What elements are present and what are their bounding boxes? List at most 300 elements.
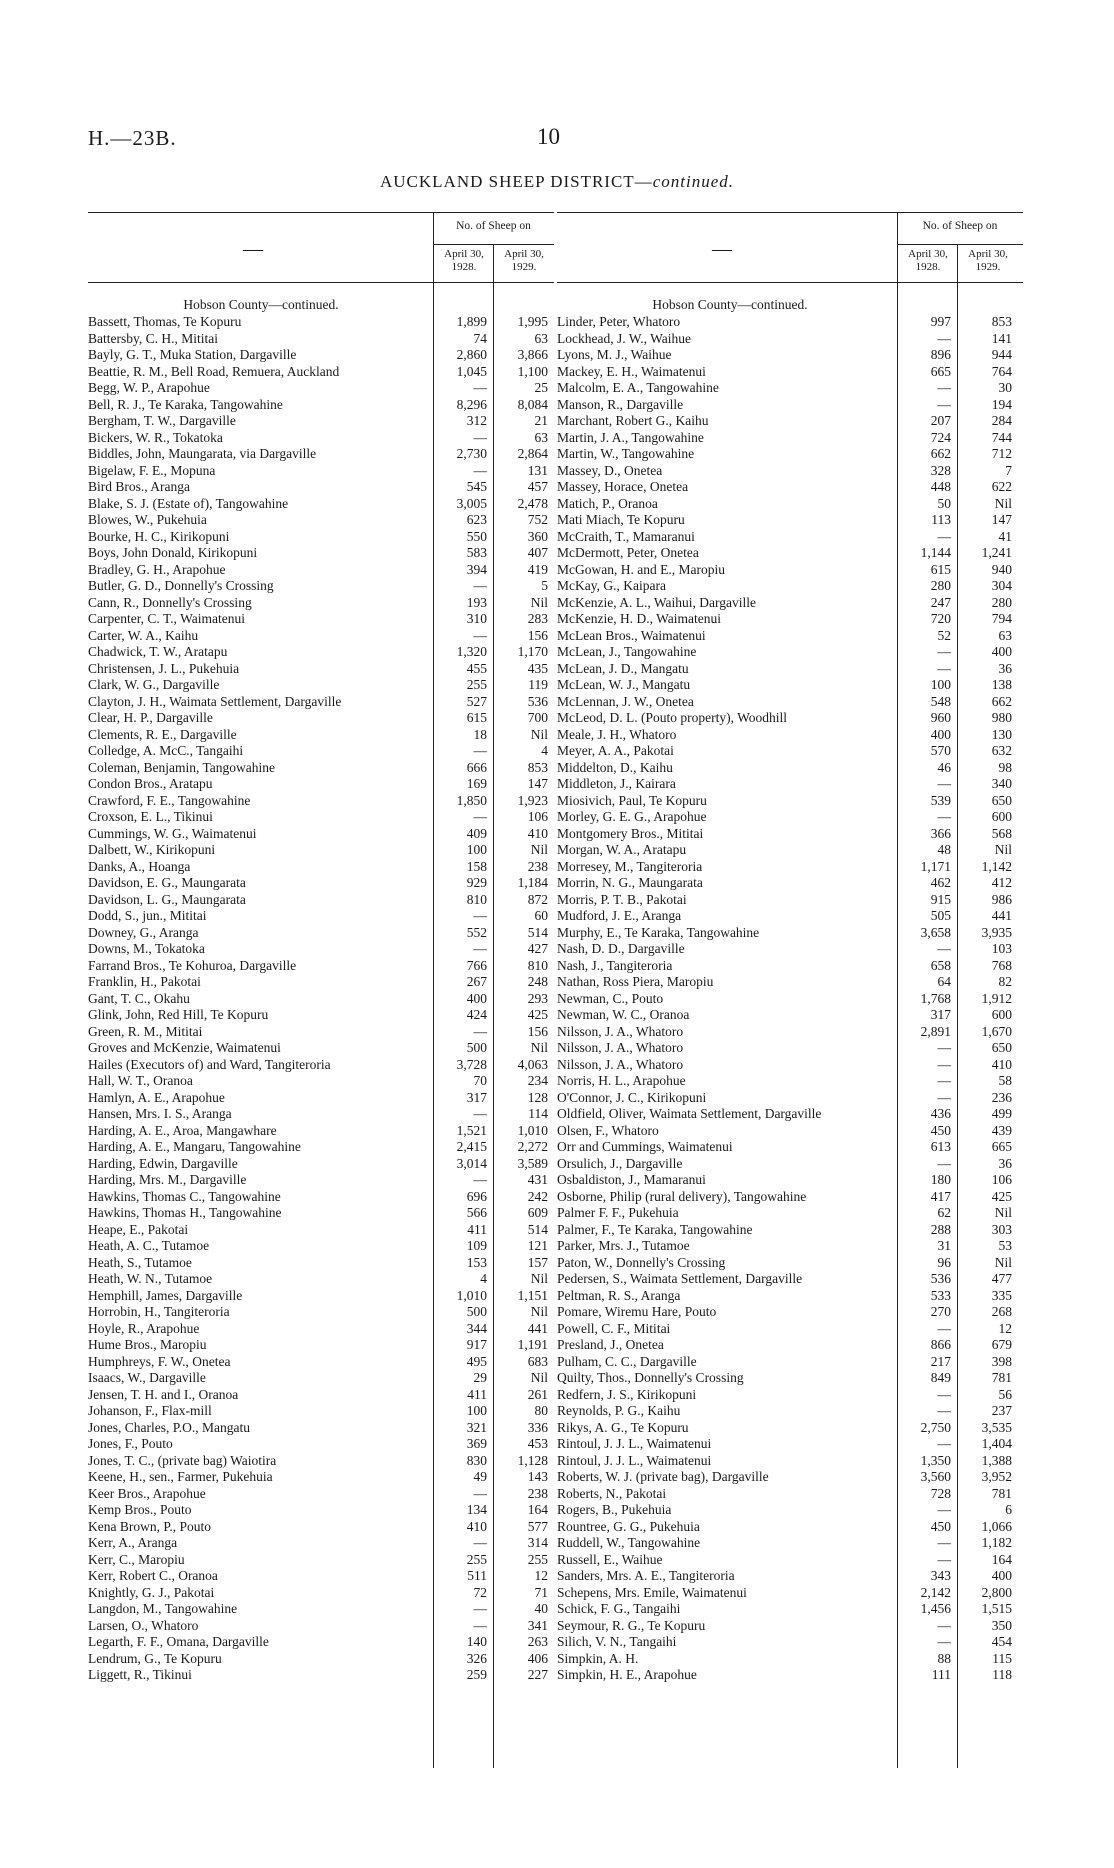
owner-name: Ruddell, W., Tangowahine [557,1535,701,1550]
section-heading: Hobson County—continued. [652,297,808,312]
owner-name: Horrobin, H., Tangiteroria [88,1304,230,1319]
sheep-1928: — [937,1617,951,1633]
sheep-1928: — [473,627,487,643]
table-row [88,842,554,859]
table-row [557,661,1023,678]
sheep-1929: 1,010 [517,1122,548,1138]
table-row [88,1139,554,1156]
sheep-1929: 4 [541,743,548,758]
sheep-1929: 336 [527,1419,548,1435]
sheep-1928: 462 [930,875,951,890]
sheep-1929: 63 [534,330,548,346]
owner-name: Massey, Horace, Onetea [557,479,689,494]
owner-name: Begg, W. P., Arapohue [88,380,210,395]
sheep-1929: 30 [998,380,1012,395]
sheep-1929: 944 [991,347,1012,362]
owner-name: Hall, W. T., Oranoa [88,1073,193,1088]
sheep-1928: — [937,1403,951,1418]
table-row [88,1106,554,1123]
table-row [88,1403,554,1420]
sheep-1929: 425 [991,1188,1012,1204]
sheep-1928: 2,750 [920,1419,951,1435]
sheep-1929: 2,800 [981,1584,1012,1600]
sheep-1929: Nil [994,1254,1012,1270]
table-row [557,1651,1023,1668]
owner-name: Montgomery Bros., Mititai [557,825,704,841]
sheep-1929: 764 [991,363,1012,379]
owner-name: Johanson, F., Flax-mill [88,1403,212,1418]
sheep-1928: — [937,1634,951,1649]
sheep-1928: 158 [466,858,487,874]
table-row [557,677,1023,694]
sheep-1929: 940 [991,561,1012,577]
column-dash: — [712,238,732,260]
sheep-1929: 238 [527,858,548,874]
owner-name: Gant, T. C., Okahu [88,990,190,1006]
table-row [557,1502,1023,1519]
sheep-1928: 18 [473,726,487,742]
owner-name: Silich, V. N., Tangaihi [557,1634,677,1649]
table-row [88,1123,554,1140]
owner-name: McDermott, Peter, Onetea [557,545,699,560]
sheep-1929: 36 [998,1155,1012,1171]
sheep-1929: Nil [994,495,1012,511]
table-row [557,875,1023,892]
sheep-1928: 448 [930,479,951,494]
owner-name: Hansen, Mrs. I. S., Aranga [88,1106,232,1121]
sheep-1929: 514 [527,924,548,940]
page-number: 10 [537,124,560,149]
sheep-1929: 1,241 [981,545,1012,560]
sheep-1928: — [937,396,951,412]
owner-name: Seymour, R. G., Te Kopuru [557,1617,706,1633]
table-row [557,1255,1023,1272]
sheep-1928: 52 [937,627,951,643]
owner-name: Keene, H., sen., Farmer, Pukehuia [88,1469,273,1484]
owner-name: Chadwick, T. W., Aratapu [88,644,228,659]
sheep-1929: 56 [998,1386,1012,1402]
owner-name: Larsen, O., Whatoro [88,1617,199,1633]
sheep-1928: 511 [467,1568,487,1583]
table-row [557,463,1023,480]
owner-name: Simpkin, H. E., Arapohue [557,1667,697,1682]
table-row [557,1387,1023,1404]
sheep-1929: 1,142 [981,858,1012,874]
owner-name: Green, R. M., Mititai [88,1023,203,1039]
table-row [88,1024,554,1041]
right-rows [557,296,1023,1684]
sheep-1928: 1,144 [920,545,951,560]
sheep-1929: 63 [534,429,548,445]
sheep-1929: 794 [991,611,1012,626]
table-row [88,892,554,909]
owner-name: Jones, F., Pouto [88,1436,173,1451]
owner-name: Jones, Charles, P.O., Mangatu [88,1419,250,1435]
sheep-1928: 1,768 [920,990,951,1006]
table-row [88,1255,554,1272]
owner-name: Manson, R., Dargaville [557,396,684,412]
owner-name: Keer Bros., Arapohue [88,1485,206,1501]
sheep-1929: 6 [1005,1502,1012,1517]
sheep-1929: 600 [991,1007,1012,1022]
table-row [88,1189,554,1206]
sheep-1929: 53 [998,1238,1012,1253]
sheep-1928: 255 [466,1551,487,1567]
owner-name: Marchant, Robert G., Kaihu [557,413,709,428]
owner-name: Boys, John Donald, Kirikopuni [88,545,258,560]
table-row [88,1205,554,1222]
owner-name: McLeod, D. L. (Pouto property), Woodhill [557,710,788,725]
owner-name: Jones, T. C., (private bag) Waiotira [88,1452,277,1468]
table-row [557,776,1023,793]
owner-name: Crawford, F. E., Tangowahine [88,792,251,808]
owner-name: Schepens, Mrs. Emile, Waimatenui [557,1584,747,1600]
sheep-1928: 88 [937,1650,951,1666]
sheep-1928: 1,521 [456,1122,487,1138]
sheep-1929: 410 [991,1056,1012,1072]
owner-name: Murphy, E., Te Karaka, Tangowahine [557,924,760,940]
sheep-1929: 236 [991,1089,1012,1105]
owner-name: Olsen, F., Whatoro [557,1122,659,1138]
table-row [88,1090,554,1107]
sheep-1929: 744 [991,429,1012,445]
owner-name: Schick, F. G., Tangaihi [557,1601,681,1616]
table-row [557,1288,1023,1305]
table-row [88,545,554,562]
table-row [557,1618,1023,1635]
sheep-1929: 284 [991,413,1012,428]
table-row [557,1304,1023,1321]
sheep-1928: 3,728 [456,1056,487,1072]
owner-name: Newman, C., Pouto [557,990,664,1006]
owner-name: Parker, Mrs. J., Tutamoe [557,1238,690,1253]
owner-name: Glink, John, Red Hill, Te Kopuru [88,1007,269,1022]
sheep-1928: 310 [466,611,487,626]
sheep-1928: 997 [930,314,951,329]
table-row [88,1370,554,1387]
sheep-1928: — [937,1436,951,1451]
owner-name: Hawkins, Thomas C., Tangowahine [88,1188,281,1204]
sheep-1928: — [937,1073,951,1088]
owner-name: Groves and McKenzie, Waimatenui [88,1040,281,1055]
sheep-1928: 550 [466,528,487,544]
sheep-1929: 568 [991,825,1012,841]
owner-name: Osbaldiston, J., Mamaranui [557,1172,706,1187]
sheep-1928: 1,171 [920,858,951,874]
table-row [557,941,1023,958]
sheep-1929: 263 [527,1634,548,1649]
table-row [88,1040,554,1057]
sheep-1928: — [937,528,951,544]
sheep-1928: 1,456 [920,1601,951,1616]
table-row [557,1172,1023,1189]
sheep-1928: 400 [466,990,487,1006]
sheep-1928: 450 [930,1122,951,1138]
sheep-1929: 106 [527,809,548,824]
table-row [557,1238,1023,1255]
sheep-1928: 410 [466,1518,487,1534]
owner-name: Lockhead, J. W., Waihue [557,330,692,346]
sheep-1928: 917 [466,1337,487,1352]
sheep-1929: 237 [991,1403,1012,1418]
table-row [88,710,554,727]
owner-name: Clayton, J. H., Waimata Settlement, Dargaville [88,693,342,709]
table-row [557,1073,1023,1090]
table-row [557,479,1023,496]
owner-name: Humphreys, F. W., Onetea [88,1353,231,1369]
owner-name: Malcolm, E. A., Tangowahine [557,380,719,395]
sheep-1929: 577 [527,1518,548,1534]
sheep-1928: 2,891 [920,1023,951,1039]
owner-name: Condon Bros., Aratapu [88,776,213,791]
sheep-1928: 527 [466,693,487,709]
sheep-1928: 48 [937,842,951,857]
sheep-1928: 207 [930,413,951,428]
owner-name: Linder, Peter, Whatoro [557,314,681,329]
sheep-1928: 2,142 [920,1584,951,1600]
sheep-1928: — [937,1056,951,1072]
table-row [557,446,1023,463]
owner-name: Pedersen, S., Waimata Settlement, Dargaville [557,1271,803,1286]
sheep-1929: Nil [530,1040,548,1055]
sheep-1928: 1,350 [920,1452,951,1468]
table-row [557,694,1023,711]
owner-name: Pulham, C. C., Dargaville [557,1353,697,1369]
sheep-1929: 1,670 [981,1023,1012,1039]
col-group-header: No. of Sheep on [922,220,998,232]
owner-name: Bird Bros., Aranga [88,479,190,494]
sheep-1928: 317 [466,1089,487,1105]
owner-name: McKenzie, A. L., Waihui, Dargaville [557,594,756,610]
sheep-1928: 74 [473,330,487,346]
owner-name: Morrin, N. G., Maungarata [557,875,703,890]
sheep-1929: 1,995 [517,314,548,329]
sheep-1928: 1,850 [456,792,487,808]
sheep-1928: 267 [466,974,487,989]
sheep-1929: 143 [527,1469,548,1484]
owner-name: Christensen, J. L., Pukehuia [88,660,240,676]
sheep-1929: 350 [991,1617,1012,1633]
table-row [88,413,554,430]
owner-name: Martin, J. A., Tangowahine [557,429,704,445]
sheep-1929: 121 [527,1238,548,1253]
table-row [88,562,554,579]
table-row [557,809,1023,826]
sheep-1928: 100 [466,842,487,857]
sheep-1928: 217 [930,1353,951,1369]
table-row [88,1337,554,1354]
table-row [88,364,554,381]
owner-name: Bergham, T. W., Dargaville [88,413,236,428]
owner-name: Heath, S., Tutamoe [88,1254,192,1270]
sheep-1929: 768 [991,957,1012,973]
owner-name: Blowes, W., Pukehuia [88,512,207,527]
owner-name: Carpenter, C. T., Waimatenui [88,611,245,626]
sheep-1929: 157 [527,1254,548,1270]
owner-name: Clear, H. P., Dargaville [88,710,213,725]
owner-name: Nathan, Ross Piera, Maropiu [557,974,714,989]
sheep-1929: 1,184 [517,875,548,890]
sheep-1929: 980 [991,710,1012,725]
owner-name: Coleman, Benjamin, Tangowahine [88,759,276,775]
sheep-1928: 255 [466,677,487,692]
sheep-1928: — [473,1535,487,1550]
sheep-1928: 62 [937,1205,951,1220]
sheep-1929: 304 [991,578,1012,593]
table-row [557,760,1023,777]
sheep-1928: 424 [466,1007,487,1022]
owner-name: Knightly, G. J., Pakotai [88,1584,215,1600]
sheep-1929: 683 [527,1353,548,1369]
sheep-1929: 622 [991,479,1012,494]
table-row [88,1354,554,1371]
owner-name: Kemp Bros., Pouto [88,1502,192,1517]
sheep-1929: 853 [991,314,1012,329]
owner-name: McLean, J., Tangowahine [557,644,697,659]
owner-name: Nilsson, J. A., Whatoro [557,1056,684,1072]
owner-name: Paton, W., Donnelly's Crossing [557,1254,726,1270]
sheep-1928: 929 [466,875,487,890]
sheep-1929: 80 [534,1403,548,1418]
sheep-1929: 131 [527,462,548,478]
table-row [557,380,1023,397]
owner-name: Quilty, Thos., Donnelly's Crossing [557,1370,744,1385]
sheep-1928: 500 [466,1304,487,1319]
owner-name: Morresey, M., Tangiteroria [557,858,703,874]
sheep-1929: 1,404 [981,1436,1012,1451]
sheep-1929: 2,478 [517,495,548,511]
table-row [88,1568,554,1585]
table-row [88,1667,554,1684]
sheep-1928: 766 [466,957,487,973]
sheep-1929: Nil [530,1304,548,1319]
sheep-1929: 156 [527,1023,548,1039]
sheep-1929: 650 [991,792,1012,808]
sheep-1928: 270 [930,1304,951,1319]
sheep-1929: 118 [992,1667,1012,1682]
owner-name: Heath, A. C., Tutamoe [88,1238,210,1253]
table-row [88,1453,554,1470]
table-row [88,1601,554,1618]
sheep-1928: 552 [466,924,487,940]
sheep-1929: 609 [527,1205,548,1220]
sheep-1929: 58 [998,1073,1012,1088]
sheep-1928: 830 [466,1452,487,1468]
table-row [557,793,1023,810]
table-row [557,1156,1023,1173]
table-row [88,1618,554,1635]
sheep-1928: — [473,380,487,395]
sheep-1929: 255 [527,1551,548,1567]
owner-name: Heath, W. N., Tutamoe [88,1271,213,1286]
owner-name: Newman, W. C., Oranoa [557,1007,690,1022]
sheep-1929: 1,923 [517,792,548,808]
sheep-1929: Nil [994,1205,1012,1220]
owner-name: Nilsson, J. A., Whatoro [557,1023,684,1039]
sheep-1928: — [937,660,951,676]
sheep-1928: — [937,644,951,659]
sheep-1929: 679 [991,1337,1012,1352]
sheep-1928: 317 [930,1007,951,1022]
sheep-1928: 866 [930,1337,951,1352]
sheep-1929: 1,515 [981,1601,1012,1616]
sheep-1928: — [937,1535,951,1550]
sheep-1928: 280 [930,578,951,593]
table-row [88,1222,554,1239]
sheep-1929: 128 [527,1089,548,1105]
sheep-1929: 431 [527,1172,548,1187]
table-row [557,562,1023,579]
sheep-1928: — [473,429,487,445]
sheep-1929: 453 [527,1436,548,1451]
table-row [88,826,554,843]
sheep-1928: 369 [466,1436,487,1451]
table-row [557,1057,1023,1074]
table-row [557,314,1023,331]
right-table [557,212,1023,1772]
table-row [88,1420,554,1437]
table-row [557,364,1023,381]
sheep-1929: Nil [530,1271,548,1286]
owner-name: Nash, J., Tangiteroria [557,957,673,973]
sheep-1929: 712 [991,446,1012,461]
sheep-1928: 724 [930,429,951,445]
sheep-1929: 435 [527,660,548,676]
owner-name: Franklin, H., Pakotai [88,974,201,989]
sheep-1929: 141 [991,330,1012,346]
owner-name: Davidson, L. G., Maungarata [88,891,246,907]
table-row [88,446,554,463]
sheep-1928: 247 [930,594,951,610]
owner-name: McLean Bros., Waimatenui [557,627,706,643]
sheep-1929: 410 [527,825,548,841]
left-rows [88,296,554,1684]
owner-name: Orsulich, J., Dargaville [557,1155,683,1171]
sheep-1929: 280 [991,594,1012,610]
table-row [88,397,554,414]
sheep-1928: — [473,1485,487,1501]
sheep-1928: 72 [473,1584,487,1600]
sheep-1929: 360 [527,528,548,544]
table-row [557,1486,1023,1503]
sheep-1928: 539 [930,792,951,808]
table-row [557,1024,1023,1041]
owner-name: Hume Bros., Maropiu [88,1337,207,1352]
sheep-1928: 1,320 [456,644,487,659]
sheep-1929: 419 [527,561,548,577]
table-row [557,331,1023,348]
sheep-1928: 536 [930,1271,951,1286]
sheep-1929: 227 [527,1667,548,1682]
sheep-1928: 450 [930,1518,951,1534]
sheep-1929: 3,866 [517,347,548,362]
table-row [557,512,1023,529]
table-row [88,1271,554,1288]
owner-name: Powell, C. F., Mititai [557,1320,671,1336]
sheep-1928: 1,899 [456,314,487,329]
owner-name: Hemphill, James, Dargaville [88,1287,243,1303]
owner-name: Miosivich, Paul, Te Kopuru [557,792,707,808]
owner-name: Liggett, R., Tikinui [88,1667,192,1682]
owner-name: Mati Miach, Te Kopuru [557,512,685,527]
table-row [88,1469,554,1486]
sheep-1928: 720 [930,611,951,626]
sheep-1929: 454 [991,1634,1012,1649]
sheep-1928: 500 [466,1040,487,1055]
sheep-1929: 303 [991,1221,1012,1237]
sheep-1928: 64 [937,974,951,989]
sheep-1929: 499 [991,1106,1012,1121]
